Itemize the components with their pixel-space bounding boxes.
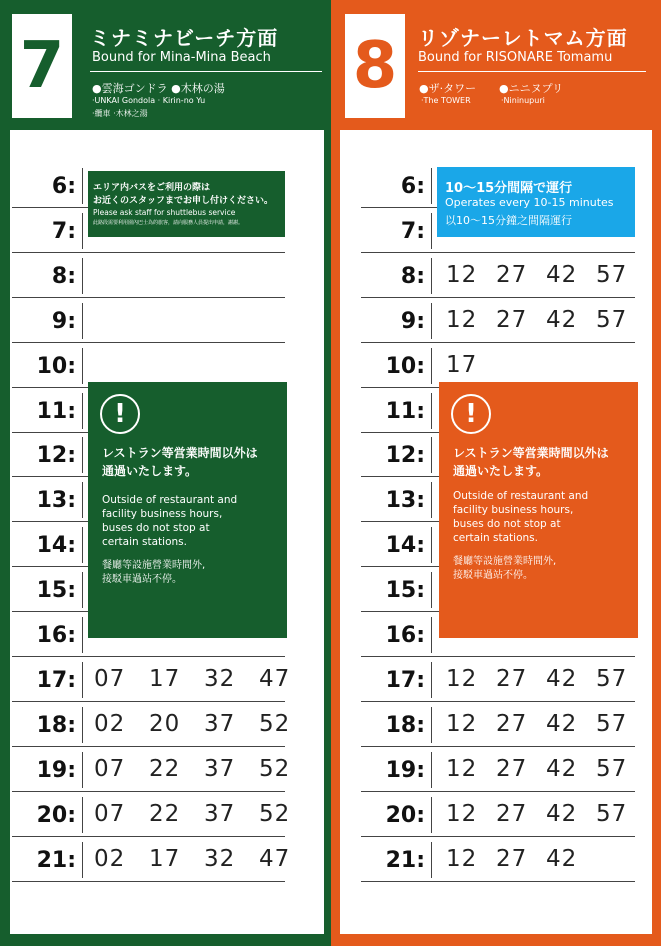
hour-separator xyxy=(82,213,83,249)
departure-minute: 27 xyxy=(496,261,528,288)
hour-label: 16: xyxy=(385,623,425,648)
hour-row-21 xyxy=(361,838,635,882)
row-underline xyxy=(12,656,285,657)
departure-minute: 32 xyxy=(204,845,236,872)
hour-label: 7: xyxy=(51,218,76,244)
hour-row-20 xyxy=(361,793,635,837)
hour-separator xyxy=(82,348,83,384)
stop-nininupuri-en: ·Nininupuri xyxy=(501,96,545,105)
hour-separator xyxy=(431,842,432,878)
departure-minute: 22 xyxy=(149,800,181,827)
hour-separator xyxy=(431,393,432,429)
departure-minute: 07 xyxy=(94,755,126,782)
hour-label: 6: xyxy=(51,174,76,199)
departure-minute: 22 xyxy=(149,755,181,782)
note-en1: Outside of restaurant and xyxy=(453,490,589,502)
hour-separator xyxy=(431,527,432,563)
hour-separator xyxy=(431,348,432,384)
row-underline xyxy=(361,342,635,343)
hour-separator xyxy=(82,437,83,473)
hour-label: 15: xyxy=(36,578,76,604)
stops-jp: ●雲海ゴンドラ ●木林の湯 xyxy=(92,82,225,95)
hour-row-19 xyxy=(361,748,635,792)
hour-label: 10: xyxy=(36,353,76,379)
route-title-jp: リゾナーレトマム方面 xyxy=(418,26,628,50)
interval-en: Operates every 10-15 minutes xyxy=(445,196,614,209)
hour-row-19 xyxy=(12,748,291,792)
staff-request-note xyxy=(88,171,285,237)
hour-label: 12: xyxy=(36,443,76,469)
route-title-en: Bound for RISONARE Tomamu xyxy=(418,50,613,65)
note-en2: facility business hours, xyxy=(453,504,574,516)
departure-minute: 42 xyxy=(546,755,578,782)
departure-minute: 12 xyxy=(446,755,478,782)
departure-minute: 02 xyxy=(94,710,126,737)
hour-row-18 xyxy=(12,703,291,747)
row-underline xyxy=(12,746,285,747)
hour-separator xyxy=(431,258,432,294)
note-text-jp2: お近くのスタッフまでお申し付けください。 xyxy=(93,196,274,206)
hour-separator xyxy=(431,482,432,518)
stops-en: ·UNKAI Gondola · Kirin-no Yu xyxy=(92,96,206,105)
departure-minute: 12 xyxy=(446,261,478,288)
stop-tower-en: ·The TOWER xyxy=(421,96,471,105)
row-underline xyxy=(361,701,635,702)
departure-minute: 27 xyxy=(496,755,528,782)
note-en3: buses do not stop at xyxy=(453,518,561,530)
departure-minute: 52 xyxy=(259,800,291,827)
note-zh2: 接駁車過站不停。 xyxy=(453,570,533,581)
interval-note xyxy=(437,167,635,237)
departure-minute: 57 xyxy=(596,665,628,692)
stop-tower-jp: ●ザ·タワー xyxy=(419,82,477,95)
departure-minute: 12 xyxy=(446,665,478,692)
departure-minute: 02 xyxy=(94,845,126,872)
note-jp2: 通過いたします。 xyxy=(102,464,198,478)
hour-separator xyxy=(431,707,432,743)
hour-separator xyxy=(82,707,83,743)
departure-minute: 17 xyxy=(149,665,181,692)
hour-row-21 xyxy=(12,838,291,882)
departure-minute: 42 xyxy=(546,710,578,737)
departure-minute: 52 xyxy=(259,755,291,782)
row-underline xyxy=(361,881,635,882)
note-zh1: 餐廳等設施營業時間外, xyxy=(102,560,206,571)
hour-label: 20: xyxy=(385,802,425,828)
row-underline xyxy=(12,252,285,253)
hour-label: 8: xyxy=(400,263,425,289)
departure-minute: 32 xyxy=(204,665,236,692)
row-underline xyxy=(12,791,285,792)
departure-minute: 42 xyxy=(546,665,578,692)
departure-minute: 17 xyxy=(446,351,478,378)
row-underline xyxy=(12,342,285,343)
departure-minute: 27 xyxy=(496,845,528,872)
hour-separator xyxy=(82,482,83,518)
row-underline xyxy=(12,836,285,837)
hour-separator xyxy=(82,168,83,204)
row-underline xyxy=(361,656,635,657)
note-text-en: Please ask staff for shuttlebus service xyxy=(93,208,236,217)
hour-separator xyxy=(431,213,432,249)
departure-minute: 42 xyxy=(546,800,578,827)
departure-minute: 57 xyxy=(596,306,628,333)
hour-separator xyxy=(82,527,83,563)
departure-minute: 07 xyxy=(94,665,126,692)
hour-label: 14: xyxy=(36,533,76,559)
hour-label: 8: xyxy=(51,263,76,289)
hour-label: 16: xyxy=(36,623,76,648)
header-divider xyxy=(418,71,646,72)
note-en2: facility business hours, xyxy=(102,508,223,520)
note-jp1: レストラン等営業時間以外は xyxy=(453,446,609,460)
hour-label: 13: xyxy=(385,488,425,514)
departure-minute: 17 xyxy=(149,845,181,872)
hour-row-8 xyxy=(12,254,285,298)
note-text-jp1: エリア内バスをご利用の際は xyxy=(93,183,211,193)
hour-label: 18: xyxy=(36,712,76,738)
hour-row-20 xyxy=(12,793,291,837)
hour-label: 21: xyxy=(385,847,425,873)
hour-separator xyxy=(82,303,83,339)
row-underline xyxy=(12,881,285,882)
departure-minute: 57 xyxy=(596,261,628,288)
hour-label: 13: xyxy=(36,488,76,514)
note-text-zh: 此路段需要利用園內巴士為的旅客，請向服務人員提出申請，謝謝。 xyxy=(93,220,244,226)
row-underline xyxy=(361,252,635,253)
hour-separator xyxy=(431,752,432,788)
departure-minute: 27 xyxy=(496,665,528,692)
stops-zh: ·纜車 ·木林之湯 xyxy=(92,109,148,118)
restaurant-hours-note xyxy=(439,382,638,638)
departure-minute: 27 xyxy=(496,800,528,827)
note-jp1: レストラン等営業時間以外は xyxy=(102,446,258,460)
departure-minute: 12 xyxy=(446,710,478,737)
row-underline xyxy=(361,836,635,837)
departure-minute: 27 xyxy=(496,710,528,737)
hour-label: 18: xyxy=(385,712,425,738)
departure-minute: 57 xyxy=(596,800,628,827)
departure-minute: 42 xyxy=(546,261,578,288)
hour-separator xyxy=(82,393,83,429)
hour-separator xyxy=(82,752,83,788)
hour-separator xyxy=(431,572,432,608)
hour-separator xyxy=(431,617,432,653)
hour-separator xyxy=(431,797,432,833)
row-underline xyxy=(361,746,635,747)
hour-separator xyxy=(431,662,432,698)
note-en4: certain stations. xyxy=(102,536,187,548)
route-number-badge: 7 xyxy=(12,14,72,118)
hour-label: 9: xyxy=(400,308,425,334)
hour-separator xyxy=(82,258,83,294)
note-en4: certain stations. xyxy=(453,532,538,544)
interval-zh: 以10〜15分鐘之間隔運行 xyxy=(445,214,572,227)
hour-label: 20: xyxy=(36,802,76,828)
note-en3: buses do not stop at xyxy=(102,522,210,534)
header-divider xyxy=(90,71,322,72)
departure-minute: 42 xyxy=(546,845,578,872)
departure-minute: 47 xyxy=(259,845,291,872)
row-underline xyxy=(12,297,285,298)
note-jp2: 通過いたします。 xyxy=(453,464,549,478)
hour-separator xyxy=(82,662,83,698)
hour-label: 19: xyxy=(36,757,76,783)
row-underline xyxy=(12,701,285,702)
row-underline xyxy=(361,297,635,298)
hour-label: 14: xyxy=(385,533,425,559)
departure-minute: 47 xyxy=(259,665,291,692)
departure-minute: 57 xyxy=(596,755,628,782)
hour-separator xyxy=(82,617,83,653)
departure-minute: 57 xyxy=(596,710,628,737)
hour-separator xyxy=(431,303,432,339)
hour-row-17 xyxy=(361,658,635,702)
hour-row-9 xyxy=(12,299,285,343)
hour-row-18 xyxy=(361,703,635,747)
hour-row-10 xyxy=(12,344,285,388)
hour-label: 6: xyxy=(400,174,425,199)
interval-jp: 10〜15分間隔で運行 xyxy=(445,181,573,196)
note-zh1: 餐廳等設施營業時間外, xyxy=(453,556,557,567)
hour-label: 11: xyxy=(36,398,76,424)
departure-minute: 37 xyxy=(204,710,236,737)
departure-minute: 12 xyxy=(446,800,478,827)
restaurant-hours-note xyxy=(88,382,287,638)
departure-minute: 12 xyxy=(446,845,478,872)
route-title-en: Bound for Mina-Mina Beach xyxy=(92,50,271,65)
route-title-jp: ミナミナビーチ方面 xyxy=(90,26,279,50)
hour-label: 12: xyxy=(385,443,425,469)
hour-separator xyxy=(82,842,83,878)
departure-minute: 27 xyxy=(496,306,528,333)
note-en1: Outside of restaurant and xyxy=(102,494,238,506)
row-underline xyxy=(361,791,635,792)
departure-minute: 07 xyxy=(94,800,126,827)
departure-minute: 12 xyxy=(446,306,478,333)
departure-minute: 52 xyxy=(259,710,291,737)
departure-minute: 20 xyxy=(149,710,181,737)
hour-label: 11: xyxy=(385,398,425,424)
exclamation-icon: ! xyxy=(451,394,491,434)
hour-label: 15: xyxy=(385,578,425,604)
exclamation-icon: ! xyxy=(100,394,140,434)
hour-row-10 xyxy=(361,344,635,388)
stop-nininupuri-jp: ●ニニヌプリ xyxy=(499,82,564,95)
route-number-badge: 8 xyxy=(345,14,405,118)
hour-separator xyxy=(82,797,83,833)
hour-row-17 xyxy=(12,658,291,702)
hour-label: 10: xyxy=(385,353,425,379)
departure-minute: 37 xyxy=(204,755,236,782)
note-zh2: 接駁車過站不停。 xyxy=(102,574,182,585)
hour-label: 17: xyxy=(36,667,76,693)
departure-minute: 42 xyxy=(546,306,578,333)
hour-row-9 xyxy=(361,299,635,343)
hour-label: 19: xyxy=(385,757,425,783)
hour-separator xyxy=(82,572,83,608)
hour-separator xyxy=(431,168,432,204)
hour-row-8 xyxy=(361,254,635,298)
hour-label: 7: xyxy=(400,218,425,244)
departure-minute: 37 xyxy=(204,800,236,827)
hour-label: 9: xyxy=(51,308,76,334)
hour-label: 17: xyxy=(385,667,425,693)
hour-separator xyxy=(431,437,432,473)
hour-label: 21: xyxy=(36,847,76,873)
